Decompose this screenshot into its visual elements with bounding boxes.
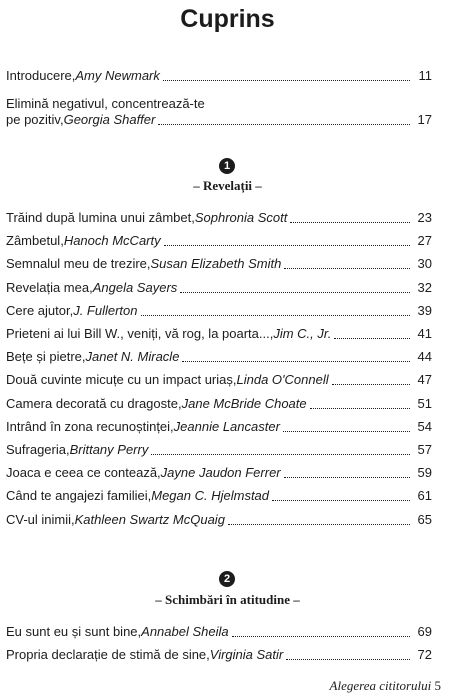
dot-leader (283, 431, 410, 432)
toc-entry (6, 396, 432, 412)
toc-entry-line (6, 349, 432, 365)
dot-leader (228, 524, 410, 525)
entry-title: Semnalul meu de trezire, (6, 256, 151, 271)
toc-entry-line (6, 256, 432, 272)
entry-title: Propria declarație de stimă de sine, (6, 647, 210, 662)
toc-entry (6, 96, 432, 128)
entry-author: Megan C. Hjelmstad (151, 488, 270, 503)
toc-entry (6, 210, 432, 226)
page-title: Cuprins (180, 5, 275, 33)
dot-leader (272, 500, 410, 501)
entry-title: Bețe și pietre, (6, 349, 86, 364)
entry-author: Linda O'Connell (236, 372, 329, 387)
dot-leader (158, 124, 410, 125)
toc-entry-line (6, 233, 432, 249)
entry-page-number: 32 (417, 280, 432, 295)
entry-author: Jayne Jaudon Ferrer (160, 465, 281, 480)
entry-title: Eu sunt eu și sunt bine, (6, 624, 142, 639)
toc-entry (6, 233, 432, 249)
toc-entry-line (6, 488, 432, 504)
entry-title: Când te angajezi familiei, (6, 488, 152, 503)
dot-leader (286, 659, 410, 660)
entry-author: Jim C., Jr. (273, 326, 332, 341)
toc-entry (6, 303, 432, 319)
entry-page-number: 51 (417, 396, 432, 411)
dot-leader (141, 315, 410, 316)
toc-entry-line (6, 465, 432, 481)
toc-entry-line (6, 280, 432, 296)
toc-entry-line (6, 624, 432, 640)
entry-author: Annabel Sheila (141, 624, 229, 639)
entry-title: CV-ul inimii, (6, 512, 75, 527)
toc-entry-line (6, 372, 432, 388)
toc-entry (6, 68, 432, 84)
entry-author: Sophronia Scott (194, 210, 288, 225)
entry-author: Amy Newmark (75, 68, 160, 83)
entry-title: Prieteni ai lui Bill W., veniți, vă rog, la poarta..., (6, 326, 274, 341)
entry-page-number: 39 (417, 303, 432, 318)
dot-leader (164, 245, 410, 246)
entry-author: Georgia Shaffer (63, 112, 156, 127)
entry-page-number: 23 (417, 210, 432, 225)
book-title: Alegerea cititorului (329, 678, 432, 693)
entry-title: Introducere, (6, 68, 76, 83)
entry-title: Revelația mea, (6, 280, 93, 295)
toc-entry-line (6, 112, 432, 128)
section-title: – Revelații – (193, 178, 262, 193)
section-number-badge: 2 (219, 571, 235, 587)
toc-entry (6, 280, 432, 296)
entry-title: Joaca e ceea ce contează, (6, 465, 161, 480)
entry-author: Angela Sayers (92, 280, 178, 295)
entry-title: Cere ajutor, (6, 303, 74, 318)
toc-entry-line (6, 419, 432, 435)
toc-entry-line (6, 96, 432, 112)
entry-title: Zâmbetul, (6, 233, 64, 248)
dot-leader (182, 361, 410, 362)
toc-entry (6, 465, 432, 481)
toc-entry (6, 326, 432, 342)
toc-entry-line (6, 442, 432, 458)
entry-title: Elimină negativul, concentrează-te (6, 96, 205, 111)
dot-leader (310, 408, 410, 409)
entry-page-number: 44 (417, 349, 432, 364)
toc-entry (6, 442, 432, 458)
entry-author: Jane McBride Choate (181, 396, 307, 411)
entry-page-number: 17 (417, 112, 432, 127)
section-number-badge: 1 (219, 158, 235, 174)
toc-entry (6, 624, 432, 640)
entry-page-number: 30 (417, 256, 432, 271)
toc-entry (6, 512, 432, 528)
entry-page-number: 54 (417, 419, 432, 434)
toc-entry (6, 372, 432, 388)
dot-leader (284, 477, 410, 478)
entry-author: Kathleen Swartz McQuaig (74, 512, 225, 527)
dot-leader (163, 80, 410, 81)
entry-author: Janet N. Miracle (85, 349, 180, 364)
toc-entry (6, 349, 432, 365)
entry-page-number: 69 (417, 624, 432, 639)
section-title: – Schimbări în atitudine – (155, 592, 300, 607)
entry-page-number: 72 (417, 647, 432, 662)
entry-author: Susan Elizabeth Smith (150, 256, 282, 271)
toc-entry (6, 647, 432, 663)
dot-leader (180, 292, 410, 293)
entry-title: Sufrageria, (6, 442, 70, 457)
entry-page-number: 61 (417, 488, 432, 503)
entry-title: Intrând în zona recunoștinței, (6, 419, 174, 434)
toc-entry-line (6, 210, 432, 226)
entry-author: J. Fullerton (73, 303, 138, 318)
toc-entry-line (6, 647, 432, 663)
toc-entry (6, 488, 432, 504)
toc-entry (6, 419, 432, 435)
entry-title: Două cuvinte micuțe cu un impact uriaș, (6, 372, 237, 387)
toc-entry-line (6, 68, 432, 84)
entry-author: Jeannie Lancaster (173, 419, 280, 434)
entry-page-number: 41 (417, 326, 432, 341)
dot-leader (151, 454, 410, 455)
entry-page-number: 11 (418, 68, 432, 83)
entry-title: Trăind după lumina unui zâmbet, (6, 210, 195, 225)
toc-entry (6, 256, 432, 272)
toc-entry-line (6, 512, 432, 528)
entry-page-number: 57 (417, 442, 432, 457)
dot-leader (232, 636, 410, 637)
entry-page-number: 59 (417, 465, 432, 480)
entry-page-number: 47 (417, 372, 432, 387)
dot-leader (334, 338, 410, 339)
entry-title: Camera decorată cu dragoste, (6, 396, 182, 411)
entry-title: pe pozitiv, (6, 112, 64, 127)
toc-entry-line (6, 396, 432, 412)
entry-author: Hanoch McCarty (63, 233, 161, 248)
toc-entry-line (6, 303, 432, 319)
dot-leader (290, 222, 410, 223)
page-footer (330, 678, 441, 694)
entry-author: Virginia Satir (209, 647, 284, 662)
dot-leader (332, 384, 410, 385)
entry-author: Brittany Perry (69, 442, 149, 457)
entry-page-number: 65 (417, 512, 432, 527)
entry-page-number: 27 (417, 233, 432, 248)
toc-entry-line (6, 326, 432, 342)
page-number: 5 (434, 678, 441, 693)
dot-leader (284, 268, 410, 269)
